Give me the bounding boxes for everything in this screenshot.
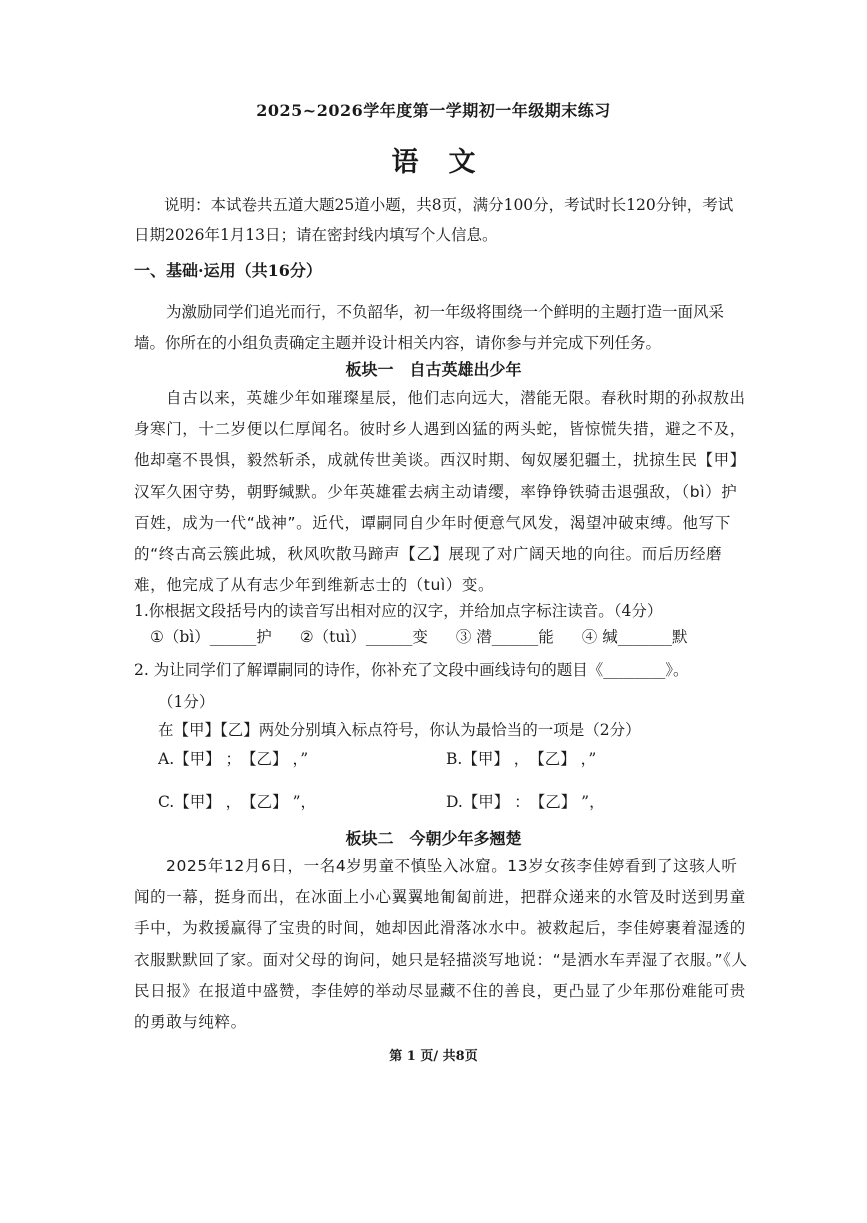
q1-option-2: ②（tuì）______变	[299, 628, 428, 646]
block2-title: 板块二 今朝少年多翘楚	[345, 829, 522, 848]
q1-option-3: ③ 潜______能	[455, 628, 554, 646]
question-3-stem: 在【甲】【乙】两处分别填入标点符号，你认为最恰当的一项是（2分）	[158, 721, 641, 739]
q3-option-d: D.【甲】 ： 【乙】 ”，	[446, 793, 605, 811]
q3-option-b: B.【甲】 ， 【乙】 ，”	[446, 750, 597, 768]
exam-title: 2025~2026学年度第一学期初一年级期末练习	[256, 101, 611, 120]
block2-passage	[134, 851, 750, 1038]
q1-option-1: ①（bì）______护	[150, 628, 272, 646]
question-1-stem: 1.你根据文段括号内的读音写出相对应的汉字，并给加点字标注读音。（4分）	[134, 602, 663, 620]
question-1-options	[150, 623, 687, 651]
block1-passage	[134, 383, 750, 601]
subject-title: 语文	[391, 147, 506, 178]
block1-passage-text: 自古以来，英雄少年如璀璨星辰，他们志向远大，潜能无限。春秋时期的孙叔敖出身寒门，十二岁便以仁厚闻名。彼时乡人遇到凶猛的两头蛇，皆惊慌失措，避之不及，他却毫不畏惧，毅然斩杀，成就传世美谈。西汉时期、匈奴屡犯疆土，扰掠生民【甲】汉军久困守势，朝野缄默。少年英雄霍去病主动请缨，率铮铮铁骑击退强敌，（bì）护百姓，成为一代“战神”。近代，谭嗣同自少年时便意气风发，渴望冲破束缚。他写下的“终古高云簇此城，秋风吹散马蹄声【乙】展现了对广阔天地的向往。而后历经磨难，他完成了从有志少年到维新志士的（tuì）变。	[134, 389, 746, 595]
block2-passage-text: 2025年12月6日，一名4岁男童不慎坠入冰窟。13岁女孩李佳婷看到了这骇人听闻的一幕，挺身而出，在冰面上小心翼翼地匍匐前进，把群众递来的水管及时送到男童手中，为救援赢得了宝贵的时间，她却因此滑落冰水中。被救起后，李佳婷裹着湿透的衣服默默回了家。面对父母的询问，她只是轻描淡写地说：“是洒水车弄湿了衣服。”《人民日报》在报道中盛赞，李佳婷的举动尽显藏不住的善良，更凸显了少年那份难能可贵的勇敢与纯粹。	[134, 857, 748, 1032]
section-intro: 为激励同学们追光而行，不负韶华，初一年级将围绕一个鲜明的主题打造一面风采墙。你所在的小组负责确定主题并设计相关内容，请你参与并完成下列任务。	[134, 303, 725, 352]
page-footer: 第 1 页/ 共8页	[389, 1049, 478, 1064]
section-title: 一、基础·运用（共16分）	[134, 261, 322, 280]
question-2-stem: 2. 为让同学们了解谭嗣同的诗作，你补充了文段中画线诗句的题目《________》。	[134, 661, 689, 679]
q3-option-c: C.【甲】 ， 【乙】 ”，	[158, 793, 317, 811]
q3-option-a: A.【甲】 ； 【乙】 ，”	[158, 750, 309, 768]
question-2-score: （1分）	[158, 693, 215, 711]
block1-title: 板块一 自古英雄出少年	[345, 360, 522, 379]
q1-option-4: ④ 缄_______默	[581, 628, 688, 646]
exam-notes: 说明：本试卷共五道大题25道小题，共8页，满分100分，考试时长120分钟，考试日期2026年1月13日；请在密封线内填写个人信息。	[134, 196, 734, 244]
